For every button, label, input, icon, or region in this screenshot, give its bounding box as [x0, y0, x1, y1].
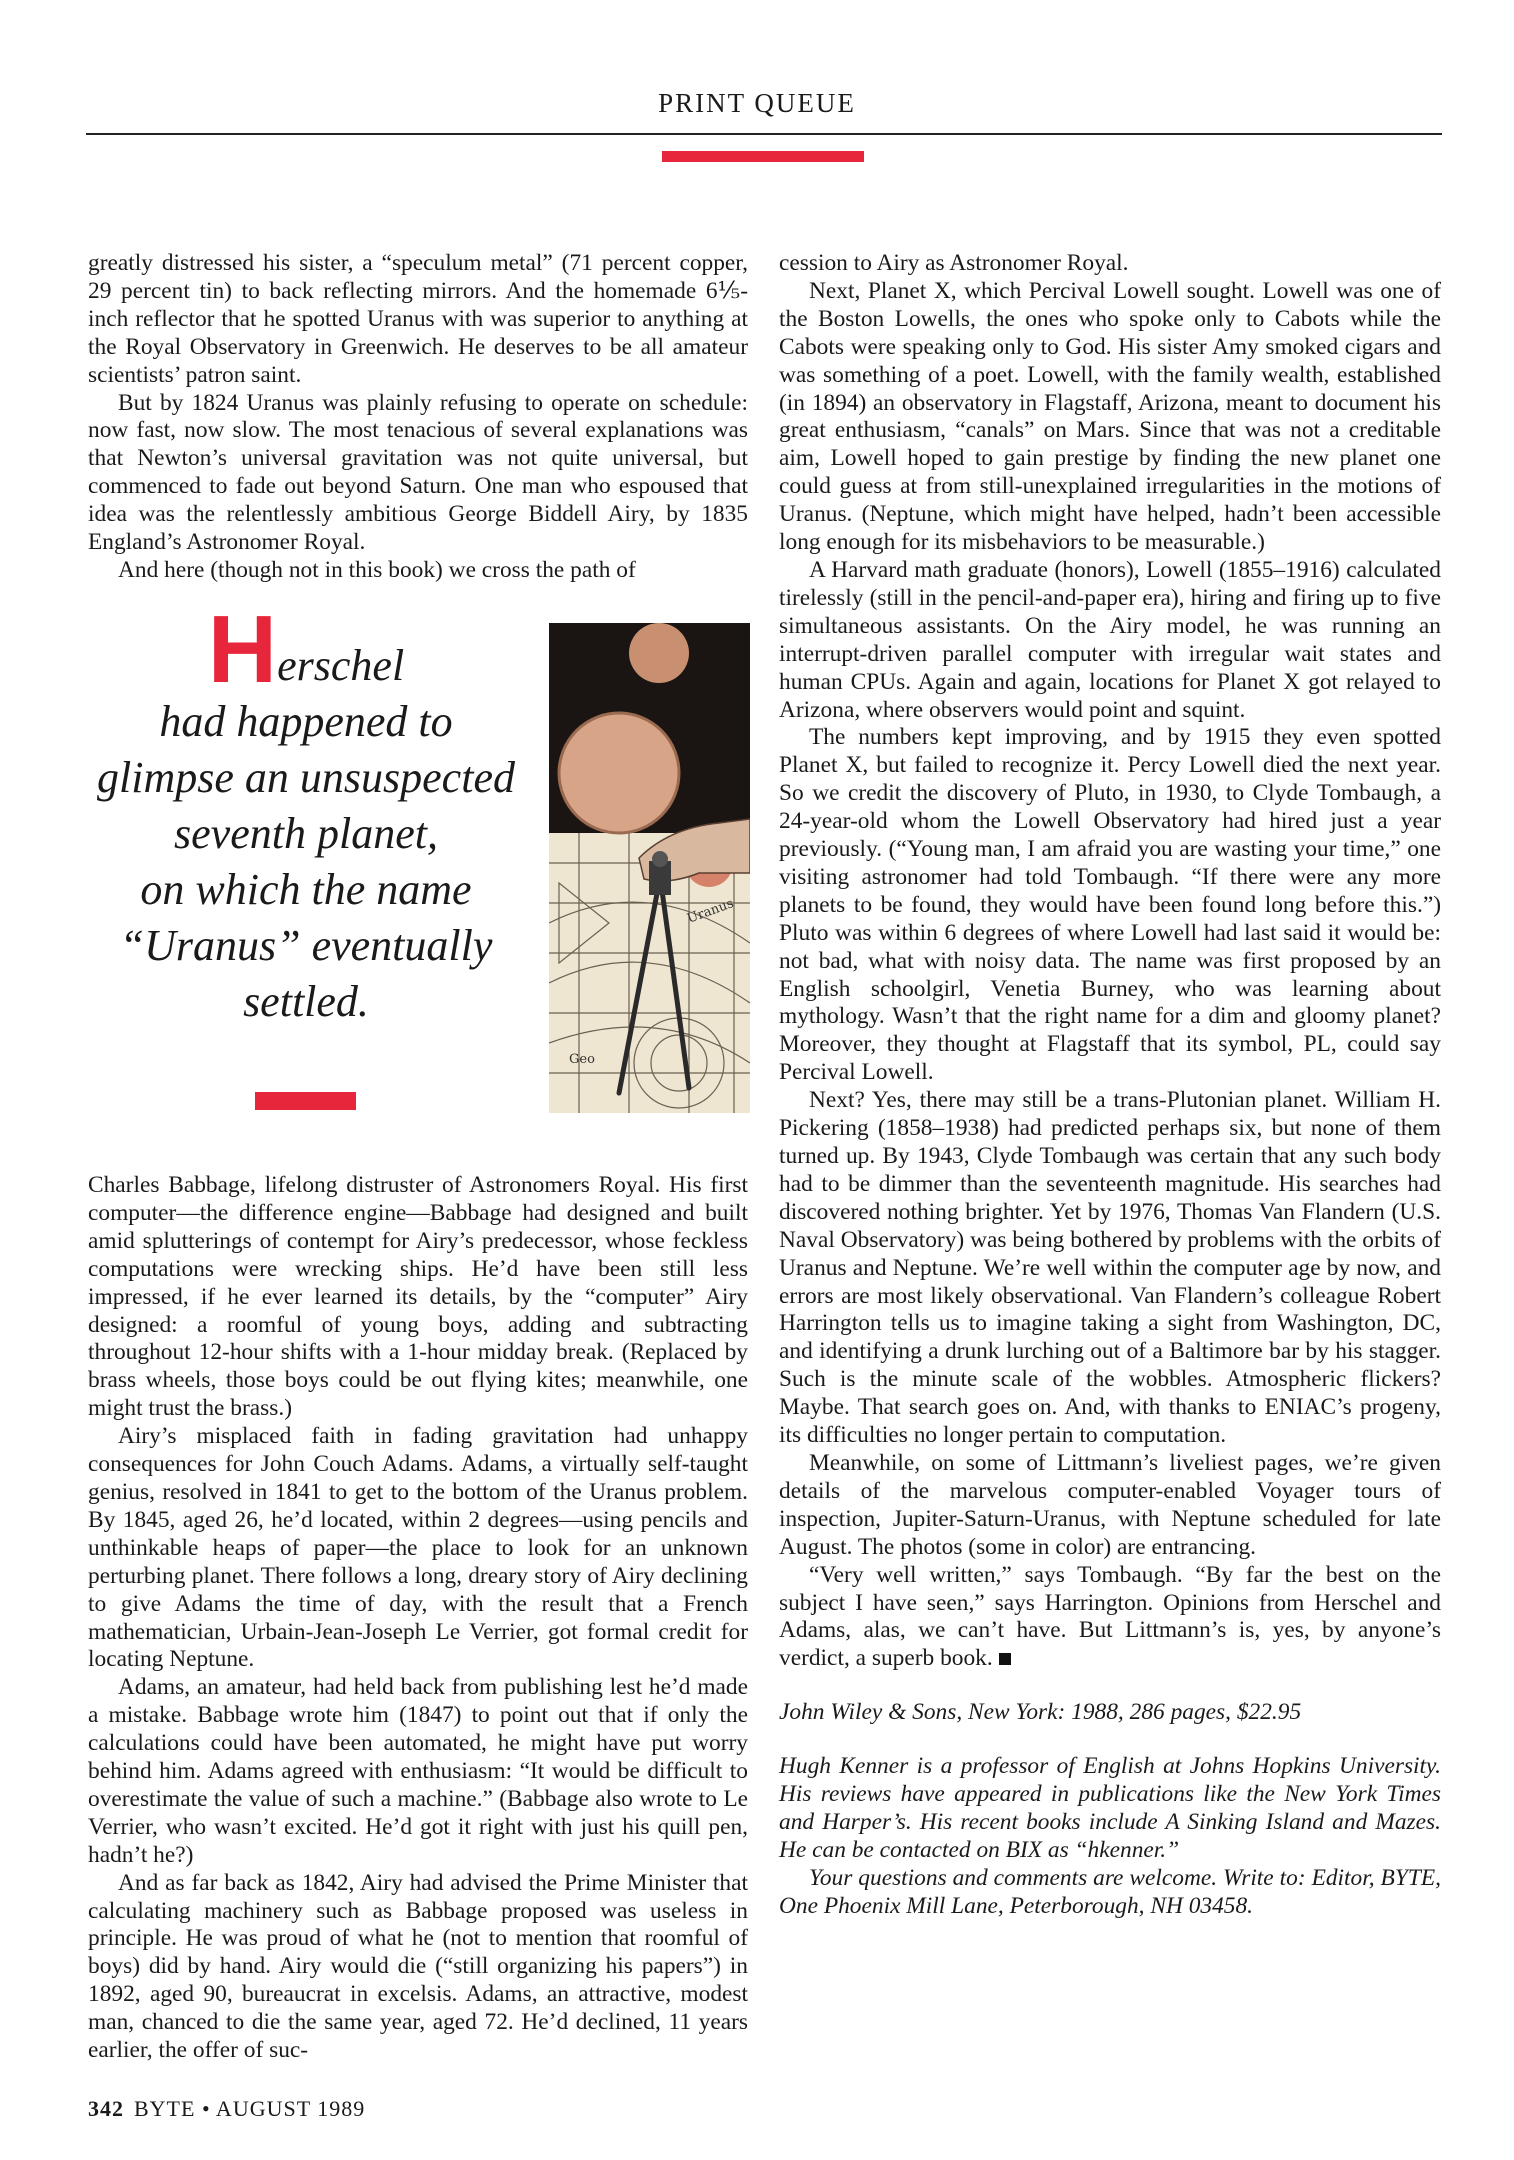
pull-quote	[96, 596, 516, 1030]
magazine-issue: BYTE • AUGUST 1989	[134, 2096, 366, 2121]
pull-quote-line: had happened to	[159, 697, 453, 746]
left-column-top	[88, 250, 748, 585]
paragraph: Airy’s misplaced faith in fading gravitation had unhappy consequences for John Couch Adams. Adams, a virtually self-taught genius, resolved in 1841 to get to the bottom of the Uranus problem. By 1845, aged 26, he’d located, within 2 degrees—using pencils and unthinkable heaps of paper—the place to look for an unknown perturbing planet. There follows a long, dreary story of Airy declining to give Adams the time of day, with the result that a French mathematician, Urbain-Jean-Joseph Le Verrier, got formal credit for locating Neptune.	[88, 1423, 748, 1673]
pull-quote-line: glimpse an unsuspected	[97, 753, 515, 802]
header-rule	[86, 133, 1442, 135]
pull-quote-line: seventh planet,	[174, 809, 438, 858]
page-number: 342	[88, 2096, 124, 2121]
paragraph: cession to Airy as Astronomer Royal.	[779, 250, 1129, 276]
closing-text: “Very well written,” says Tombaugh. “By far the best on the subject I have seen,” says Harrington. Opinions from Herschel and Adams, alas, we can’t have. But Littmann’s is, yes, by anyone’s verdict, a superb book.	[779, 1561, 1441, 1672]
paragraph: greatly distressed his sister, a “speculum metal” (71 percent copper, 29 percent tin) to back reflecting mirrors. And the homemade 6⅕-inch reflector that he spotted Uranus with was superior to anything at the Royal Observatory in Greenwich. He deserves to be all amateur scientists’ patron saint.	[88, 250, 748, 388]
header-accent-bar	[662, 151, 864, 162]
author-bio: Hugh Kenner is a professor of English at Johns Hopkins University. His reviews have appeared in publications like the New York Times and Harper’s. His recent books include A Sinking Island and Mazes. He can be contacted on BIX as “hkenner.”	[779, 1753, 1441, 1863]
paragraph: Adams, an amateur, had held back from publishing lest he’d made a mistake. Babbage wrote him (1847) to point out that if only the calculations could have been automated, he might have put worry behind him. Adams agreed with enthusiasm: “It would be difficult to overestimate the value of such a machine.” (Babbage also wrote to Le Verrier, who wasn’t excited. He’d got it right with just his quill pen, hadn’t he?)	[88, 1674, 748, 1868]
paragraph: And here (though not in this book) we cross the path of	[118, 556, 636, 583]
pull-quote-line: on which the name	[140, 865, 472, 914]
paragraph: Next? Yes, there may still be a trans-Plutonian planet. William H. Pickering (1858–1938) had predicted perhaps six, but none of them turned up. By 1943, Clyde Tombaugh was certain that any such body had to be dimmer than the seventeenth magnitude. His searches had discovered nothing brighter. Yet by 1976, Thomas Van Flandern (U.S. Naval Observatory) was being bothered by problems with the orbits of Uranus and Neptune. We’re well within the computer age by now, and errors are most likely observational. Van Flandern’s colleague Robert Harrington tells us to imagine taking a sight from Washington, DC, and identifying a drunk lurching out of a Baltimore bar by his stagger. Such is the minute scale of the wobbles. Atmospheric flickers? Maybe. That search goes on. And, with thanks to ENIAC’s progeny, its difficulties no longer pertain to computation.	[779, 1087, 1441, 1449]
paragraph: Meanwhile, on some of Littmann’s liveliest pages, we’re given details of the marvelous computer-enabled Voyager tours of inspection, Jupiter-Saturn-Uranus, with Neptune scheduled for late August. The photos (some in color) are entrancing.	[779, 1449, 1441, 1560]
paragraph: But by 1824 Uranus was plainly refusing to operate on schedule: now fast, now slow. The most tenacious of several explanations was that Newton’s universal gravitation was not quite universal, but commenced to fade out beyond Saturn. One man who espoused that idea was the relentlessly ambitious George Biddell Airy, by 1835 England’s Astronomer Royal.	[88, 389, 748, 556]
page-footer	[88, 2096, 365, 2122]
publisher-info: John Wiley & Sons, New York: 1988, 286 pages, $22.95	[779, 1699, 1302, 1726]
section-header: PRINT QUEUE	[658, 88, 856, 118]
paragraph: Next, Planet X, which Percival Lowell sought. Lowell was one of the Boston Lowells, the ones who spoke only to Cabots while the Cabots were speaking only to God. His sister Amy smoked cigars and was something of a poet. Lowell, with the family wealth, established (in 1894) an observatory in Flagstaff, Arizona, meant to document his great enthusiasm, “canals” on Mars. Since that was not a creditable aim, Lowell hoped to gain prestige by finding the new planet one could guess at from still-unexplained irregularities in the motions of Uranus. (Neptune, which might have helped, hadn’t been accessible long enough for its misbehaviors to be measurable.)	[779, 277, 1441, 556]
pull-quote-first-line	[96, 596, 516, 703]
paragraph: And as far back as 1842, Airy had advised the Prime Minister that calculating machinery such as Babbage proposed was useless in principle. He was proud of what he (not to mention that roomful of boys) did by hand. Airy would die (“still organizing his papers”) in 1892, aged 90, bureaucrat in excelsis. Adams, an attractive, modest man, chanced to die the same year, aged 72. He’d declined, 11 years earlier, the offer of suc-	[88, 1869, 748, 2064]
paragraph: The numbers kept improving, and by 1915 they even spotted Planet X, but failed to recognize it. Percy Lowell died the next year. So we credit the discovery of Pluto, in 1930, to Clyde Tombaugh, a 24-year-old whom the Lowell Observatory had hired just a year previously. (“Young man, I am afraid you are wasting your time,” one visiting astronomer had told Tombaugh. “If there were any more planets to be found, they would have been found long before this.”) Pluto was within 6 degrees of where Lowell had last said it would be: not bad, what with noisy data. The name was first proposed by an English schoolgirl, Venetia Burney, who was learning about mythology. Wasn’t that the right name for a dim and gloomy planet? Moreover, they thought at Flagstaff that its symbol, PL, could say Percival Lowell.	[779, 724, 1441, 1086]
drop-cap: H	[207, 596, 278, 703]
pull-quote-accent-bar	[255, 1092, 356, 1110]
closing-paragraph	[779, 1562, 1441, 1674]
pull-quote-line: settled.	[243, 977, 369, 1026]
end-mark-icon	[999, 1653, 1011, 1665]
pull-quote-word: erschel	[277, 641, 405, 690]
planet-compass-illustration	[549, 623, 750, 1113]
contact-info: Your questions and comments are welcome. Write to: Editor, BYTE, One Phoenix Mill Lane, Peterborough, NH 03458.	[779, 1864, 1441, 1919]
right-column	[779, 250, 1441, 1921]
left-column-bottom	[88, 1172, 748, 2065]
paragraph: A Harvard math graduate (honors), Lowell (1855–1916) calculated tirelessly (still in the pencil-and-paper era), hiring and firing up to five simultaneous assistants. On the Airy model, he was running an interrupt-driven parallel computer with irregular wait states and human CPUs. Again and again, locations for Planet X got relayed to Arizona, where observers would point and squint.	[779, 556, 1441, 723]
paragraph: Charles Babbage, lifelong distruster of Astronomers Royal. His first computer—the difference engine—Babbage had designed and built amid splutterings of contempt for Airy’s predecessor, whose feckless computations were wrecking ships. He’d have been still less impressed, if he ever learned its details, by the “computer” Airy designed: a roomful of young boys, adding and subtracting throughout 12-hour shifts with a 1-hour midday break. (Replaced by brass wheels, those boys could be out flying kites; meanwhile, one might trust the brass.)	[88, 1172, 748, 1422]
illustration-label-uranus: Uranus	[685, 896, 736, 927]
illustration-label-geo: Geo	[569, 1052, 595, 1067]
illustration-graphic	[549, 623, 750, 1113]
pull-quote-line: “Uranus” eventually	[119, 921, 493, 970]
